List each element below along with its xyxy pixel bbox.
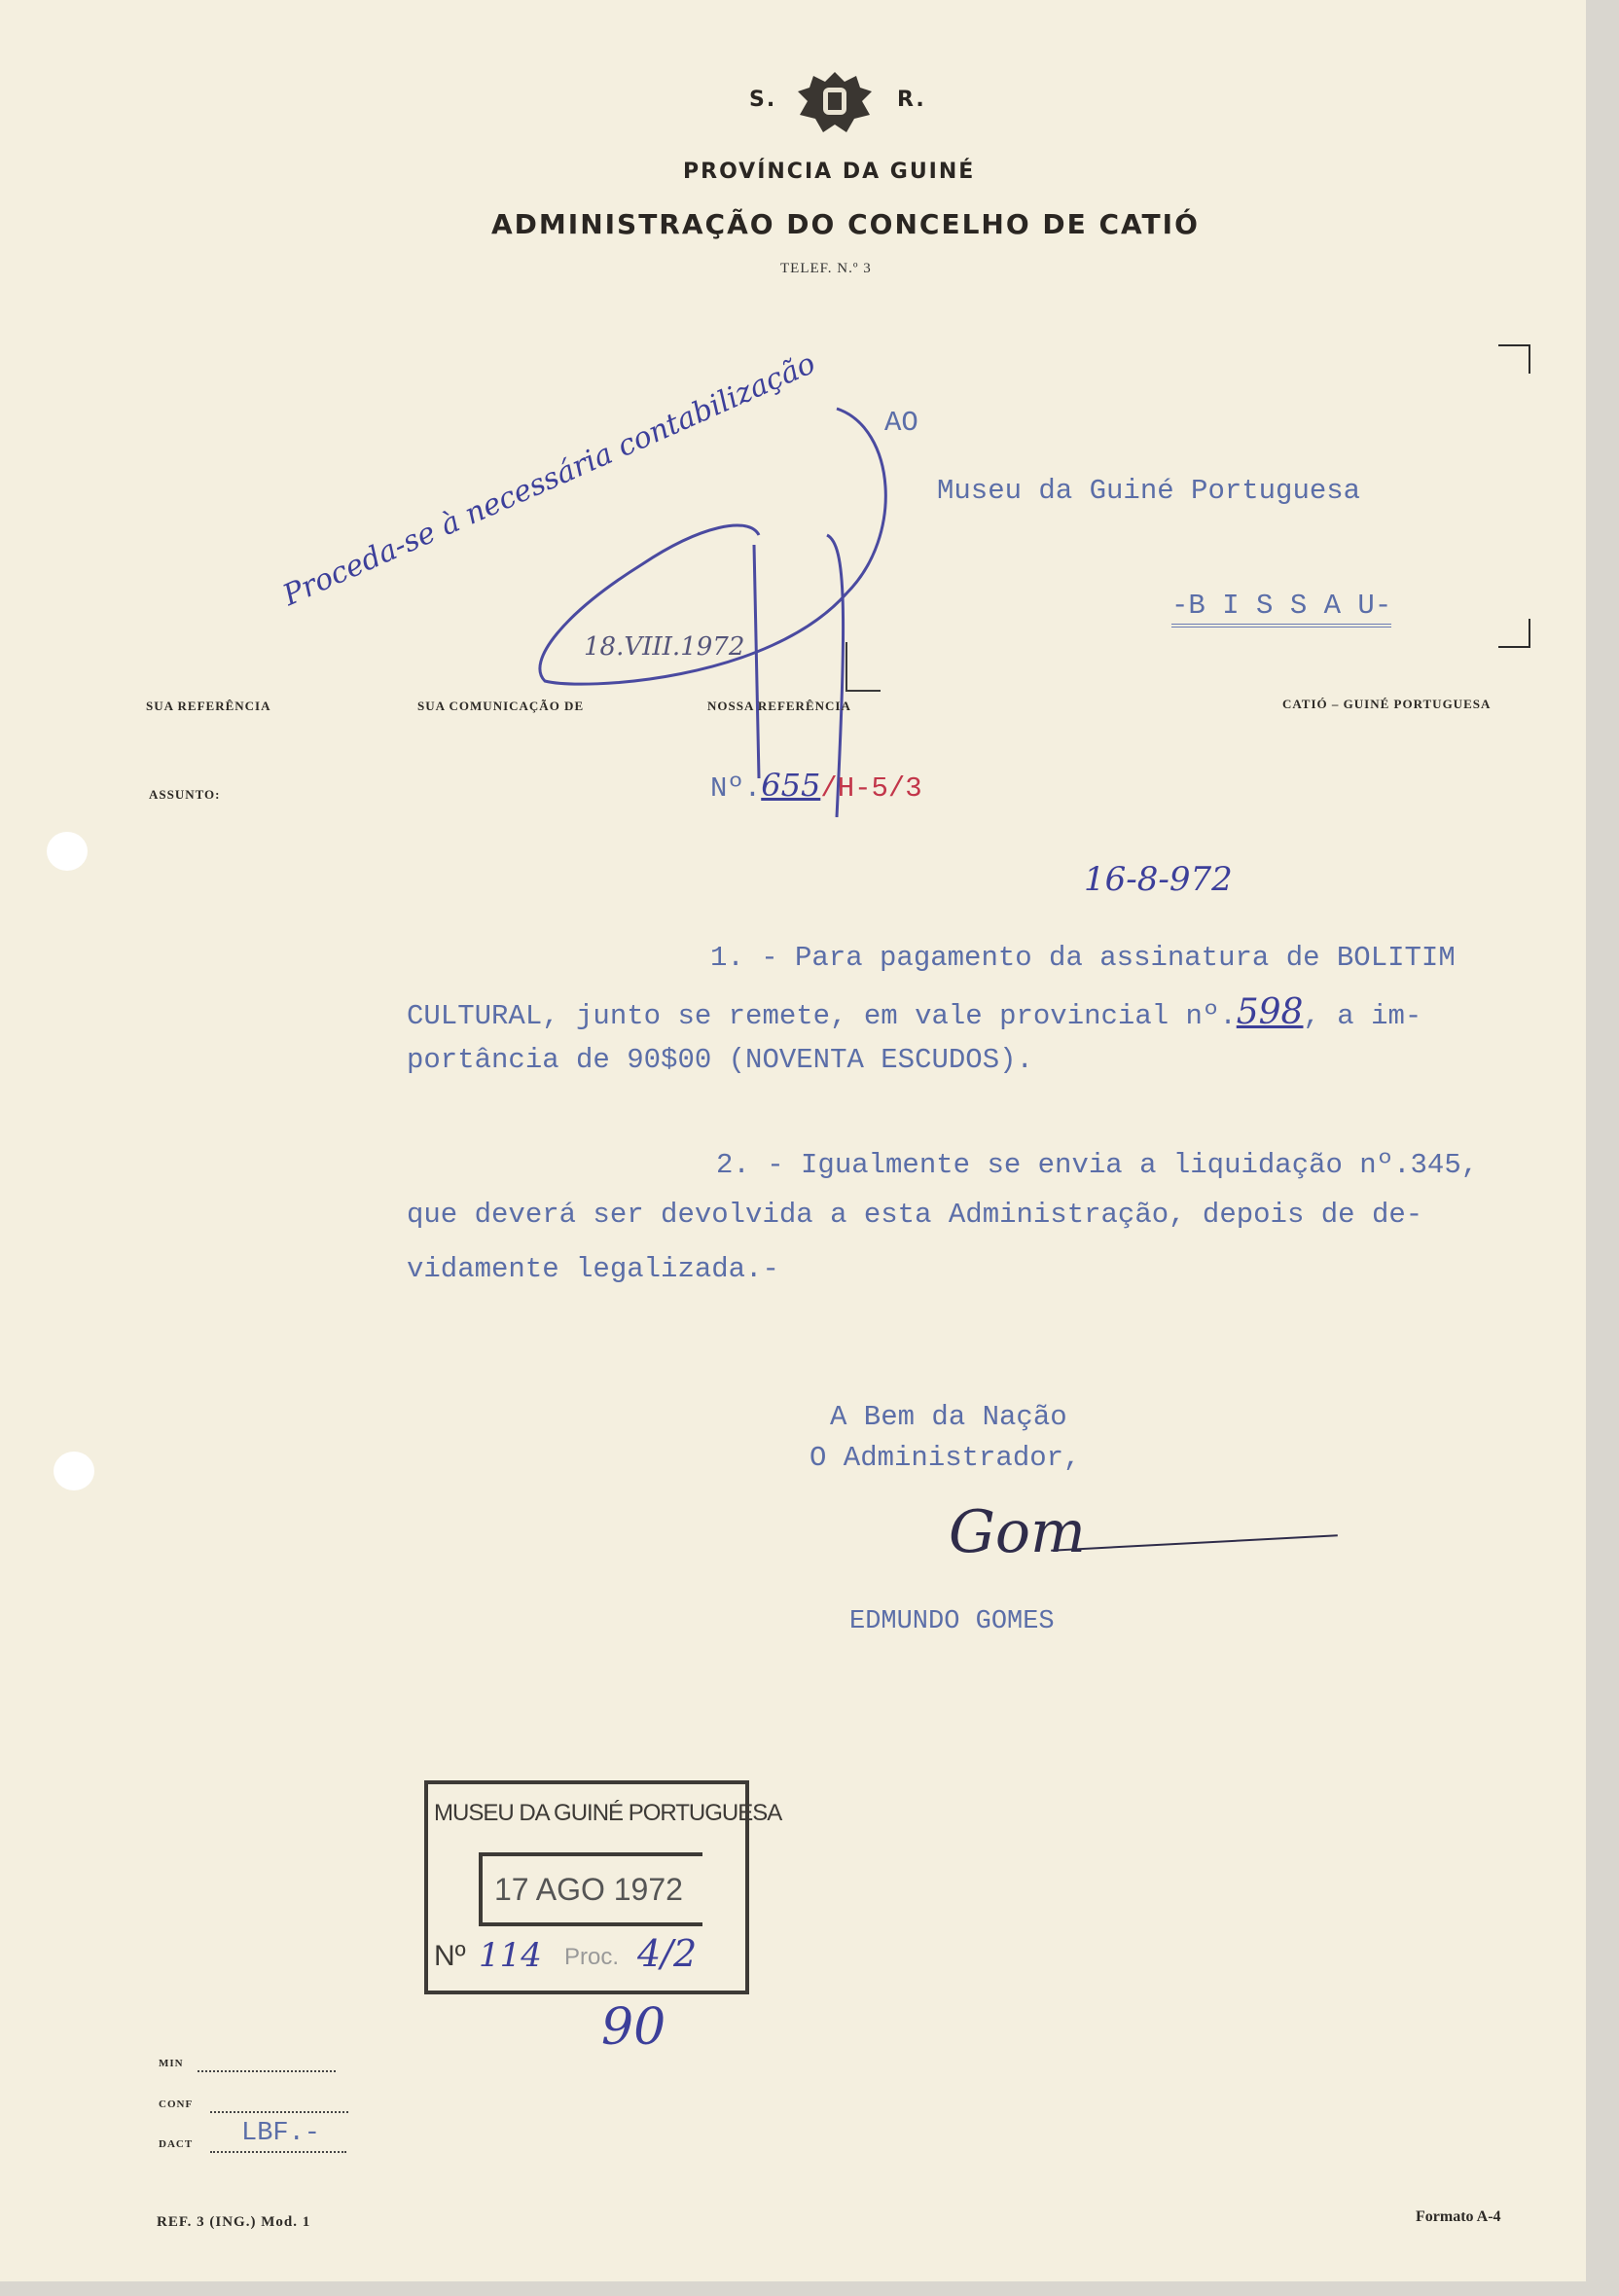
conf-label: CONF bbox=[159, 2099, 194, 2110]
recipient-city: -B I S S A U- bbox=[1171, 590, 1391, 628]
dact-label: DACT bbox=[159, 2138, 194, 2150]
recipient-name: Museu da Guiné Portuguesa bbox=[937, 475, 1361, 507]
stamp-date: 17 AGO 1972 bbox=[494, 1872, 683, 1907]
administrator-signature: Gom bbox=[949, 1498, 1086, 1566]
vale-number: 598 bbox=[1236, 992, 1304, 1032]
paragraph-2-line-2: que deverá ser devolvida a esta Administração, depois de de- bbox=[407, 1199, 1423, 1231]
coat-of-arms-emblem bbox=[796, 68, 874, 138]
dact-value: LBF.- bbox=[241, 2119, 321, 2148]
signature-stroke bbox=[1051, 1534, 1338, 1551]
min-label: MIN bbox=[159, 2058, 184, 2069]
handwritten-date: 16-8-972 bbox=[1084, 860, 1233, 899]
administrator-name: EDMUNDO GOMES bbox=[849, 1607, 1055, 1636]
closing-salutation: A Bem da Nação bbox=[830, 1401, 1067, 1433]
province-heading: PROVÍNCIA DA GUINÉ bbox=[683, 160, 976, 184]
annotation-signature-loop bbox=[525, 370, 915, 817]
r-letter: R. bbox=[897, 88, 926, 112]
stamp-header: MUSEU DA GUINÉ PORTUGUESA bbox=[434, 1800, 782, 1826]
paragraph-1-line-1: 1. - Para pagamento da assinatura de BOLITIM bbox=[710, 942, 1456, 974]
p1-line2-end: , a im- bbox=[1303, 1000, 1422, 1032]
place-label: CATIÓ – GUINÉ PORTUGUESA bbox=[1282, 697, 1492, 711]
annotation-date: 18.VIII.1972 bbox=[584, 632, 745, 662]
paragraph-2-line-1: 2. - Igualmente se envia a liquidação nº.345, bbox=[716, 1149, 1479, 1181]
s-letter: S. bbox=[749, 88, 777, 112]
handwritten-annotation: Proceda-se à necessária contabilização bbox=[277, 346, 821, 613]
stamp-proc-label: Proc. bbox=[564, 1944, 620, 1970]
paragraph-1-line-3: portância de 90$00 (NOVENTA ESCUDOS). bbox=[407, 1044, 1033, 1076]
punch-hole bbox=[47, 832, 88, 871]
reference-number bbox=[710, 767, 922, 805]
sua-comunicacao-label: SUA COMUNICAÇÃO DE bbox=[417, 699, 585, 713]
paper-format: Formato A-4 bbox=[1416, 2208, 1501, 2225]
sua-referencia-label: SUA REFERÊNCIA bbox=[146, 699, 271, 713]
administration-heading: ADMINISTRAÇÃO DO CONCELHO DE CATIÓ bbox=[491, 208, 1200, 240]
reference-handwritten-number: 655 bbox=[761, 767, 821, 804]
telephone-number: TELEF. N.º 3 bbox=[780, 261, 872, 276]
stamp-handwritten-note: 90 bbox=[601, 1998, 666, 2057]
nossa-referencia-label: NOSSA REFERÊNCIA bbox=[707, 699, 851, 713]
form-reference: REF. 3 (ING.) Mod. 1 bbox=[157, 2214, 311, 2230]
reference-prefix: Nº. bbox=[710, 772, 762, 805]
stamp-no-value: 114 bbox=[479, 1936, 542, 1975]
paragraph-2-line-3: vidamente legalizada.- bbox=[407, 1253, 779, 1285]
closing-title: O Administrador, bbox=[810, 1442, 1081, 1474]
p1-line2-text: CULTURAL, junto se remete, em vale provincial nº. bbox=[407, 1000, 1237, 1032]
punch-hole bbox=[54, 1452, 94, 1490]
stamp-proc-value: 4/2 bbox=[637, 1932, 698, 1975]
recipient-prefix: AO bbox=[884, 407, 918, 439]
received-stamp bbox=[424, 1780, 782, 1994]
stamp-no-label: Nº bbox=[434, 1940, 466, 1972]
reference-code: /H-5/3 bbox=[820, 772, 922, 805]
assunto-label: ASSUNTO: bbox=[149, 787, 221, 802]
paragraph-1-line-2 bbox=[407, 992, 1421, 1032]
